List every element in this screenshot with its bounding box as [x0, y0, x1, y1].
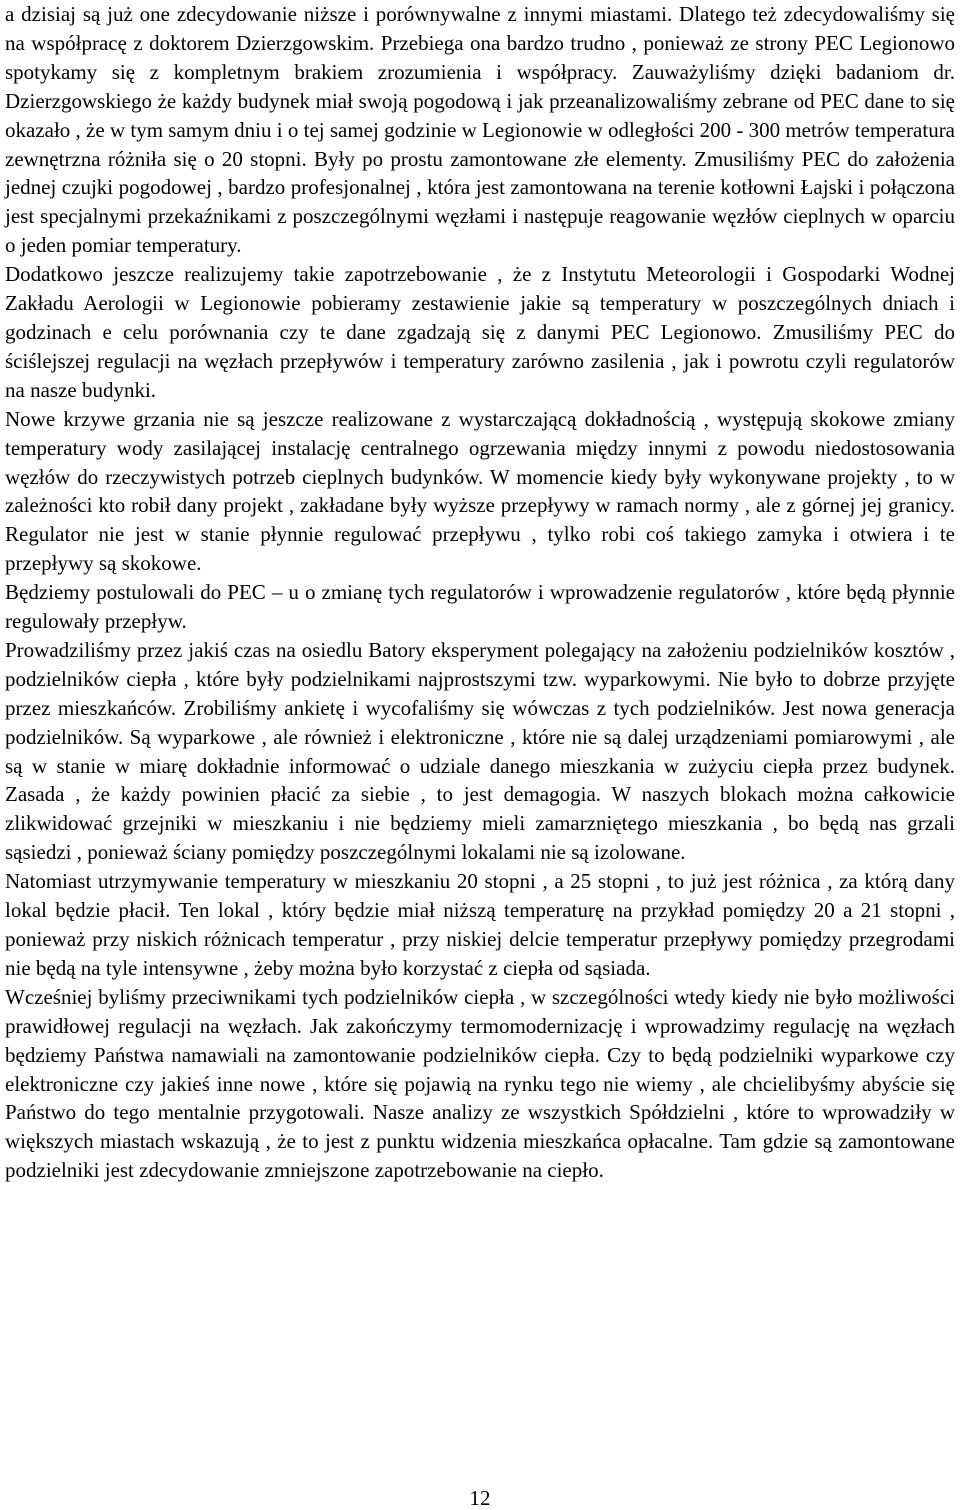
paragraph: Nowe krzywe grzania nie są jeszcze realizowane z wystarczającą dokładnością , występują skokowe zmiany temperatury wody zasilającej instalację centralnego ogrzewania między innymi z powodu niedostosowania węzłów do rzeczywistych potrzeb cieplnych budynków. W momencie kiedy były wykonywane projekty , to w zależności kto robił dany projekt , zakładane były wyższe przepływy w ramach normy , ale z górnej jej granicy. Regulator nie jest w stanie płynnie regulować przepływu , tylko robi coś takiego zamyka i otwiera i te przepływy są skokowe. [5, 406, 955, 576]
page-number: 12 [469, 1486, 491, 1510]
paragraph: Prowadziliśmy przez jakiś czas na osiedlu Batory eksperyment polegający na założeniu podzielników kosztów , podzielników ciepła , które były podzielnikami najprostszymi tzw. wyparkowymi. Nie było to dobrze przyjęte przez mieszkańców. Zrobiliśmy ankietę i wycofaliśmy się wówczas z tych podzielników. Jest nowa generacja podzielników. Są wyparkowe , ale również i elektroniczne , które nie są dalej urządzeniami pomiarowymi , ale są w stanie w miarę dokładnie informować o udziale danego mieszkania w zużyciu ciepła przez budynek. Zasada , że każdy powinien płacić za siebie , to jest demagogia. W naszych blokach można całkowicie zlikwidować grzejniki w mieszkaniu i nie będziemy mieli zamarzniętego mieszkania , bo będą nas grzali sąsiedzi , ponieważ ściany pomiędzy poszczególnymi lokalami nie są izolowane. [5, 637, 955, 865]
paragraph: Wcześniej byliśmy przeciwnikami tych podzielników ciepła , w szczególności wtedy kiedy nie było możliwości prawidłowej regulacji na węzłach. Jak zakończymy termomodernizację i wprowadzimy regulację na węzłach będziemy Państwa namawiali na zamontowanie podzielników ciepła. Czy to będą podzielniki wyparkowe czy elektroniczne czy jakieś inne nowe , które się pojawią na rynku tego nie wiemy , ale chcielibyśmy abyście się Państwo do tego mentalnie przygotowali. Nasze analizy ze wszystkich Spółdzielni , które to wprowadziły w większych miastach wskazują , że to jest z punktu widzenia mieszkańca opłacalne. Tam gdzie są zamontowane podzielniki jest zdecydowanie zmniejszone zapotrzebowanie na ciepło. [5, 984, 955, 1183]
paragraph: Natomiast utrzymywanie temperatury w mieszkaniu 20 stopni , a 25 stopni , to już jest różnica , za którą dany lokal będzie płacił. Ten lokal , który będzie miał niższą temperaturę na przykład pomiędzy 20 a 21 stopni , ponieważ przy niskich różnicach temperatur , przy niskiej delcie temperatur przepływy pomiędzy przegrodami nie będą na tyle intensywne , żeby można było korzystać z ciepła od sąsiada. [5, 869, 955, 980]
document-body [5, 0, 955, 1185]
paragraph: Będziemy postulowali do PEC – u o zmianę tych regulatorów i wprowadzenie regulatorów , które będą płynnie regulowały przepływ. [5, 580, 955, 634]
paragraph: a dzisiaj są już one zdecydowanie niższe i porównywalne z innymi miastami. Dlatego też zdecydowaliśmy się na współpracę z doktorem Dzierzgowskim. Przebiega ona bardzo trudno , ponieważ ze strony PEC Legionowo spotykamy się z kompletnym brakiem zrozumienia i współpracy. Zauważyliśmy dzięki badaniom dr. Dzierzgowskiego że każdy budynek miał swoją pogodową i jak przeanalizowaliśmy zebrane od PEC dane to się okazało , że w tym samym dniu i o tej samej godzinie w Legionowie w odległości 200 - 300 metrów temperatura zewnętrzna różniła się o 20 stopni. Były po prostu zamontowane złe elementy. Zmusiliśmy PEC do założenia jednej czujki pogodowej , bardzo profesjonalnej , która jest zamontowana na terenie kotłowni Łajski i połączona jest specjalnymi przekaźnikami z poszczególnymi węzłami i następuje reagowanie węzłów cieplnych w oparciu o jeden pomiar temperatury. [5, 2, 956, 258]
paragraph: Dodatkowo jeszcze realizujemy takie zapotrzebowanie , że z Instytutu Meteorologii i Gospodarki Wodnej Zakładu Aerologii w Legionowie pobieramy zestawienie jakie są temperatury w poszczególnych dniach i godzinach e celu porównania czy te dane zgadzają się z danymi PEC Legionowo. Zmusiliśmy PEC do ściślejszej regulacji na węzłach przepływów i temperatury zarówno zasilenia , jak i powrotu czyli regulatorów na nasze budynki. [5, 262, 955, 402]
